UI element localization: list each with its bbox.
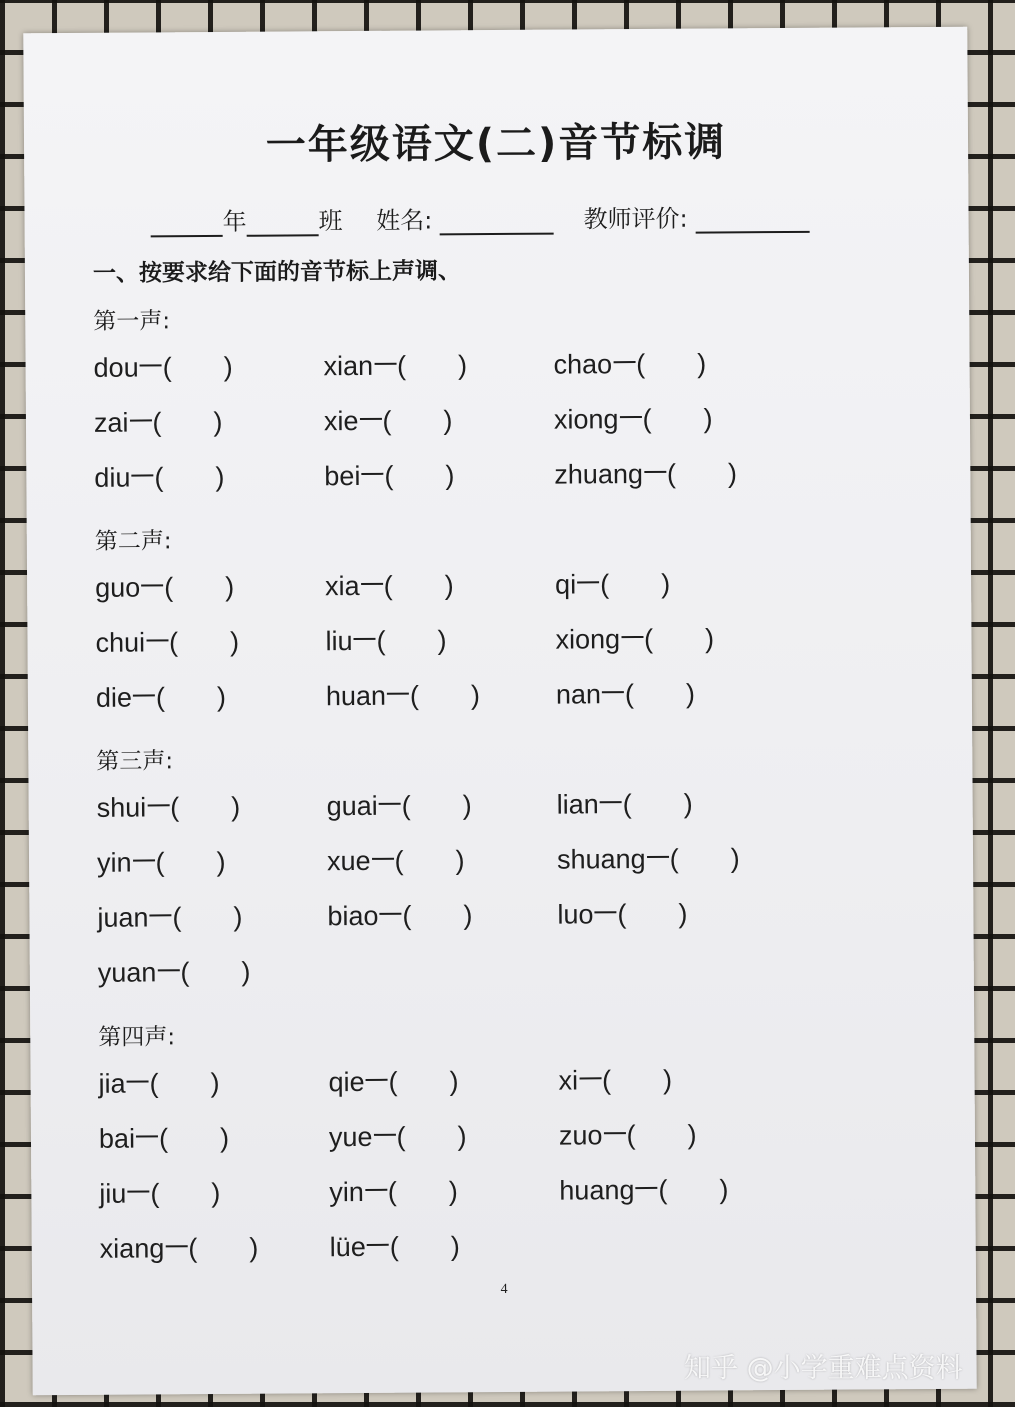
syllable-item [556,679,695,711]
connector-dash [373,1134,395,1136]
syllable-item [559,1120,697,1152]
connector-dash [379,803,401,805]
syllable-text: jia [98,1068,126,1099]
syllable-item [558,1065,672,1097]
syllable-item [98,1068,219,1100]
connector-dash [133,694,155,696]
close-paren: ) [210,1067,220,1099]
syllable-item [95,572,234,604]
syllable-item [94,462,224,494]
close-paren: ) [703,403,713,434]
open-paren: ( [388,1066,398,1097]
connector-dash [359,418,381,420]
close-paren: ) [437,625,447,656]
close-paren: ) [449,1066,459,1097]
page-title: 一年级语文(二)音节标调 [265,119,727,169]
close-paren: ) [229,626,240,657]
syllable-text: bai [98,1123,136,1154]
syllable-text: lian [556,789,599,820]
syllable-item [329,1176,458,1208]
close-paren: ) [661,568,671,599]
open-paren: ( [409,680,420,711]
connector-dash [147,804,169,806]
connector-dash [354,638,376,640]
syllable-item [100,1233,259,1265]
syllable-item [557,899,687,931]
open-paren: ( [162,352,172,383]
connector-dash [621,636,643,638]
syllable-item [323,350,467,382]
close-paren: ) [444,570,454,601]
syllable-text: nan [555,679,602,710]
syllable-item [97,792,241,824]
connector-dash [619,416,641,418]
open-paren: ( [397,350,407,381]
syllable-item [327,790,472,822]
open-paren: ( [152,407,162,438]
syllable-text: zuo [558,1120,603,1151]
open-paren: ( [180,957,190,988]
close-paren: ) [448,1176,458,1207]
grade-blank [151,211,223,238]
syllable-text: qi [555,569,577,600]
teacher-eval-label: 教师评价: [583,204,688,234]
syllable-item [325,625,446,657]
close-paren: ) [249,1232,259,1263]
close-paren: ) [687,1119,697,1150]
open-paren: ( [164,572,174,603]
open-paren: ( [666,458,677,489]
open-paren: ( [624,679,635,710]
syllable-text: juan [97,902,149,933]
name-label: 姓名: [376,206,433,235]
close-paren: ) [225,571,235,602]
syllable-text: guo [95,572,141,603]
syllable-item [98,957,251,989]
syllable-text: xue [326,845,371,877]
open-paren: ( [155,682,166,713]
connector-dash [365,1189,387,1191]
connector-dash [133,859,155,861]
close-paren: ) [678,898,688,929]
syllable-item [99,1178,220,1210]
syllable-item [94,407,223,439]
close-paren: ) [685,678,696,709]
connector-dash [157,969,179,971]
syllable-item [327,845,465,877]
connector-dash [387,693,409,695]
syllable-text: huang [559,1175,635,1206]
connector-dash [594,911,616,913]
watermark: 知乎 @小学重难点资料 [684,1353,963,1384]
connector-dash [149,914,171,916]
syllable-item [95,627,239,659]
close-paren: ) [219,1122,230,1153]
open-paren: ( [155,847,165,878]
syllable-item [329,1121,467,1153]
close-paren: ) [457,1121,467,1152]
open-paren: ( [658,1174,668,1205]
syllable-text: chao [553,349,613,380]
syllable-text: shuang [556,843,646,875]
close-paren: ) [463,900,473,931]
close-paren: ) [233,901,243,932]
open-paren: ( [150,1178,160,1209]
open-paren: ( [601,1065,612,1096]
syllable-text: yin [96,847,132,878]
syllable-text: chui [95,627,146,658]
close-paren: ) [462,790,472,821]
connector-dash [603,1132,625,1134]
worksheet-page [23,27,976,1396]
syllable-text: die [95,682,133,713]
tone-group-label: 第二声: [94,528,172,555]
connector-dash [366,1079,388,1081]
teacher-eval-blank [695,207,809,234]
page-number: 4 [500,1281,508,1298]
syllable-item [326,680,480,712]
connector-dash [127,1190,149,1192]
open-paren: ( [396,1121,406,1152]
connector-dash [635,1187,657,1189]
syllable-item [328,1066,458,1098]
connector-dash [140,364,162,366]
close-paren: ) [683,788,693,819]
open-paren: ( [387,1176,397,1207]
close-paren: ) [216,681,227,712]
close-paren: ) [470,680,481,711]
connector-dash [367,1244,389,1246]
syllable-text: yuan [97,957,157,988]
connector-dash [379,913,401,915]
syllable-item [96,682,226,714]
open-paren: ( [154,462,164,493]
open-paren: ( [622,789,632,820]
open-paren: ( [600,569,610,600]
name-blank [440,209,554,236]
connector-dash [600,801,622,803]
syllable-text: diu [94,462,131,493]
syllable-text: xia [325,570,360,602]
syllable-text: biao [327,900,379,932]
close-paren: ) [213,406,223,437]
close-paren: ) [445,460,455,491]
open-paren: ( [172,902,182,933]
close-paren: ) [223,351,233,382]
tone-group-label: 第三声: [96,748,174,775]
syllable-item [97,847,226,879]
open-paren: ( [376,625,386,656]
open-paren: ( [626,1120,636,1151]
open-paren: ( [389,1231,399,1262]
syllable-item [325,570,454,602]
syllable-text: zhuang [554,458,644,490]
syllable-text: lüe [329,1231,366,1263]
connector-dash [131,474,153,476]
connector-dash [136,1135,158,1137]
syllable-item [97,902,242,934]
student-info-line [150,198,809,238]
close-paren: ) [727,458,738,489]
close-paren: ) [450,1231,460,1262]
syllable-item [327,900,472,932]
close-paren: ) [704,623,715,654]
syllable-text: xian [323,350,374,382]
syllable-text: xiang [99,1233,165,1264]
syllable-item [93,352,232,384]
close-paren: ) [662,1064,673,1095]
open-paren: ( [383,570,393,601]
connector-dash [372,858,394,860]
syllable-text: qie [328,1066,365,1098]
open-paren: ( [642,403,652,434]
open-paren: ( [669,843,679,874]
open-paren: ( [402,900,412,931]
syllable-item [553,349,706,381]
connector-dash [613,361,635,363]
open-paren: ( [394,845,404,876]
open-paren: ( [149,1068,159,1099]
syllable-text: xiong [555,624,621,655]
syllable-text: bei [324,460,361,492]
syllable-text: shui [96,792,147,823]
syllable-item [559,1174,728,1206]
connector-dash [361,473,383,475]
syllable-item [555,569,670,601]
open-paren: ( [158,1123,169,1154]
syllable-item [555,624,714,656]
class-blank [247,210,319,237]
syllable-item [324,460,454,492]
open-paren: ( [170,792,180,823]
open-paren: ( [382,405,392,436]
close-paren: ) [443,405,453,436]
close-paren: ) [215,461,225,492]
class-label: 班 [318,207,343,236]
syllable-text: yue [328,1121,373,1153]
section-heading: 一、按要求给下面的音节标上声调、 [92,258,462,287]
grade-label: 年 [222,207,247,236]
syllable-text: xiong [553,404,619,435]
connector-dash [141,584,163,586]
close-paren: ) [241,956,251,987]
connector-dash [361,583,383,585]
open-paren: ( [384,460,394,491]
syllable-item [554,404,713,436]
syllable-text: liu [325,626,353,657]
open-paren: ( [643,623,654,654]
connector-dash [129,419,151,421]
syllable-text: zai [93,407,129,438]
syllable-item [324,405,453,437]
close-paren: ) [211,1177,221,1209]
syllable-text: luo [557,899,594,930]
connector-dash [579,1077,601,1079]
open-paren: ( [401,790,411,821]
connector-dash [577,581,599,583]
connector-dash [146,639,168,641]
close-paren: ) [719,1174,729,1205]
close-paren: ) [458,350,468,381]
syllable-text: xie [323,405,359,437]
connector-dash [127,1080,149,1082]
open-paren: ( [617,899,627,930]
tone-group-label: 第四声: [98,1024,176,1051]
syllable-text: dou [93,352,139,383]
syllable-item [557,789,693,821]
connector-dash [647,856,669,858]
open-paren: ( [188,1233,198,1264]
close-paren: ) [231,791,241,822]
connector-dash [374,363,396,365]
syllable-text: huan [325,680,387,712]
syllable-text: guai [326,790,378,822]
close-paren: ) [697,348,707,379]
connector-dash [644,471,666,473]
open-paren: ( [168,627,179,658]
syllable-text: jiu [99,1178,127,1209]
connector-dash [602,691,624,693]
connector-dash [165,1245,187,1247]
close-paren: ) [216,846,226,877]
open-paren: ( [636,348,646,380]
close-paren: ) [730,843,740,874]
syllable-item [330,1231,460,1263]
syllable-item [99,1123,229,1155]
syllable-item [554,458,737,490]
syllable-text: yin [329,1176,364,1208]
close-paren: ) [455,845,465,876]
syllable-item [557,843,740,875]
tone-group-label: 第一声: [93,308,171,335]
syllable-text: xi [558,1065,579,1096]
